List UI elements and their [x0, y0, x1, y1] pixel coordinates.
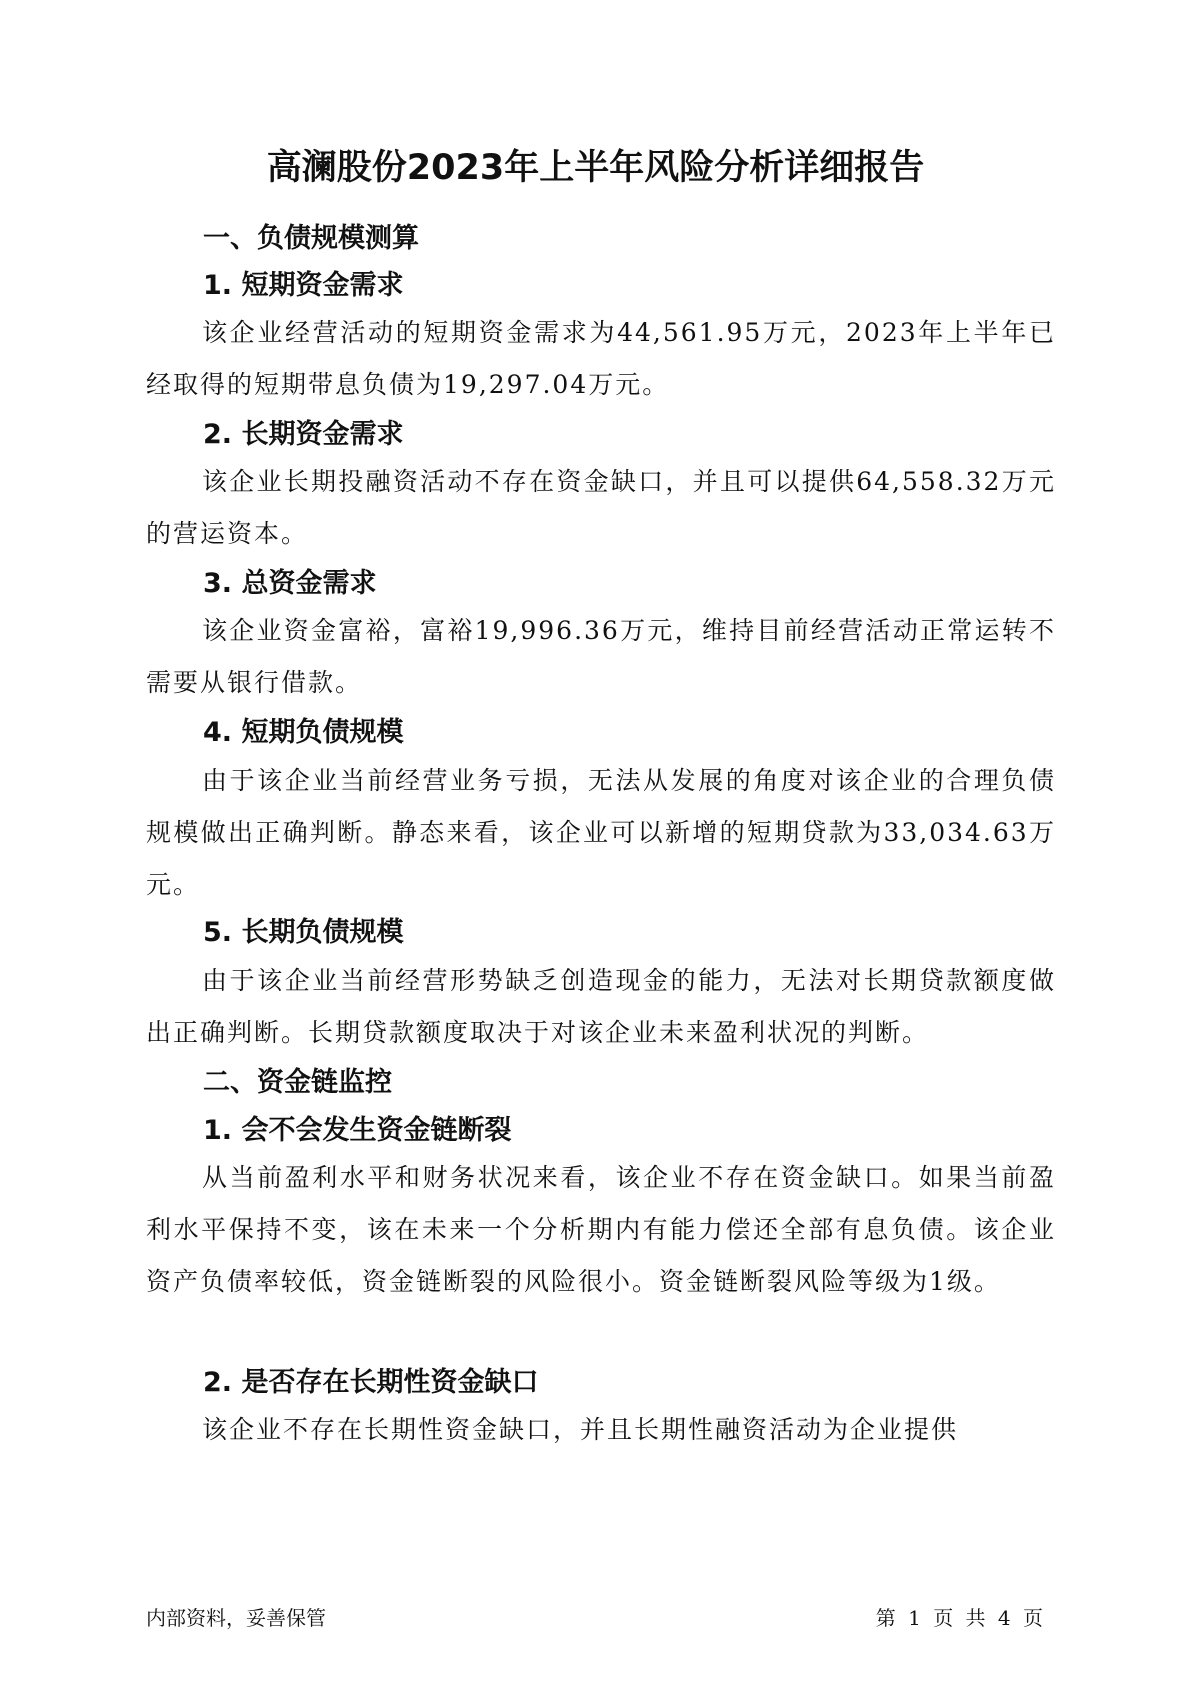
subsection-heading-short-term-need: 1. 短期资金需求 [203, 270, 404, 301]
subsection-heading-total-need: 3. 总资金需求 [203, 568, 377, 599]
paragraph-long-term-gap: 该企业不存在长期性资金缺口，并且长期性融资活动为企业提供 [202, 1415, 959, 1444]
subsection-heading-short-term-debt: 4. 短期负债规模 [203, 717, 404, 748]
subsection-heading-long-term-gap: 2. 是否存在长期性资金缺口 [203, 1367, 539, 1398]
footer-confidential-note: 内部资料，妥善保管 [146, 1606, 326, 1630]
paragraph-total-need: 该企业资金富裕，富裕19,996.36万元，维持目前经营活动正常运转不需要从银行借款。 [146, 616, 1056, 697]
document-title: 高澜股份2023年上半年风险分析详细报告 [266, 148, 925, 188]
paragraph-long-term-need: 该企业长期投融资活动不存在资金缺口，并且可以提供64,558.32万元的营运资本。 [146, 467, 1056, 548]
paragraph-long-term-debt: 由于该企业当前经营形势缺乏创造现金的能力，无法对长期贷款额度做出正确判断。长期贷款额度取决于对该企业未来盈利状况的判断。 [146, 966, 1056, 1047]
footer-page-number: 第 1 页 共 4 页 [875, 1606, 1043, 1630]
subsection-heading-long-term-debt: 5. 长期负债规模 [203, 917, 404, 948]
subsection-heading-long-term-need: 2. 长期资金需求 [203, 419, 404, 450]
paragraph-short-term-debt: 由于该企业当前经营业务亏损，无法从发展的角度对该企业的合理负债规模做出正确判断。静态来看，该企业可以新增的短期贷款为33,034.63万元。 [146, 766, 1056, 899]
paragraph-short-term-need: 该企业经营活动的短期资金需求为44,561.95万元，2023年上半年已经取得的短期带息负债为19,297.04万元。 [146, 318, 1056, 399]
subsection-heading-chain-break: 1. 会不会发生资金链断裂 [203, 1115, 512, 1146]
section-heading-capital-chain: 二、资金链监控 [203, 1067, 392, 1098]
section-heading-liability-scale: 一、负债规模测算 [203, 223, 419, 254]
paragraph-chain-break: 从当前盈利水平和财务状况来看，该企业不存在资金缺口。如果当前盈利水平保持不变，该在未来一个分析期内有能力偿还全部有息负债。该企业资产负债率较低，资金链断裂的风险很小。资金链断裂风险等级为1级。 [146, 1163, 1056, 1296]
